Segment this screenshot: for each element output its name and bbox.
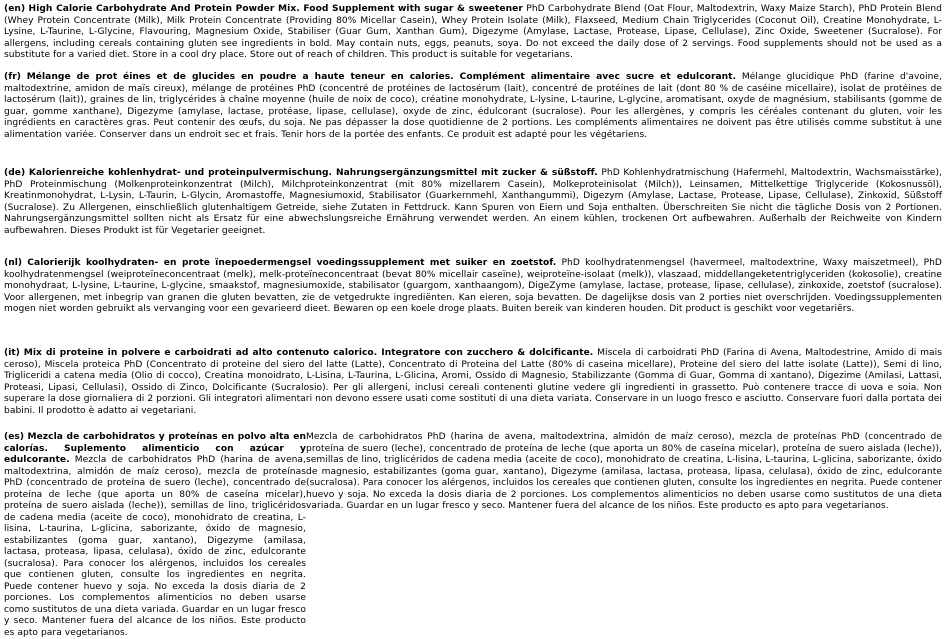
- language-block-fr: [4, 72, 942, 141]
- language-block-nl: [4, 258, 942, 316]
- language-block-es-overflow: [306, 432, 942, 513]
- body-it: Miscela di carboidrati PhD (Farina di Avena, Maltodestrine, Amido di mais ceroso), Miscela proteica PhD (Concentrato di proteine del siero del latte (Latte), Concentrato di Proteina del Latte (80% di caseina micellare), Proteine del siero del latte isolate (Latte)), Semi di lino, Trigliceridi a catena media (Olio di cocco), Creatina monoidrato, L-Lisina, L-Taurina, L-Glicina, Aromi, Ossido di Magnesio, Stabilizzante (Gomma di Guar, Gomma di xantano), Digezime (Amilasi, Lattasi, Proteasi, Lipasi, Cellulasi), Ossido di Zinco, Dolcificante (Sucralosio). Per gli allergeni, inclusi cereali contenenti glutine vedere gli ingredienti in grassetto. Può contenere tracce di uova e soia. Non superare la dose giornaliera di 2 porzioni. Gli integratori alimentari non devono essere usati come sostituti di una dieta variata. Conservare in un luogo fresco e asciutto. Conservare fuori dalla portata dei babini. Il prodotto è adatto ai vegetariani.: [4, 348, 942, 416]
- heading-it: Mix di proteine in polvere e carboidrati ad alto contenuto calorico. Integratore con zucchero & dolcificante.: [23, 348, 594, 358]
- body-fr: Mélange glucidique PhD (farine d'avoine, maltodextrine, amidon de maïs cireux), mélange de protéines PhD (concentré de protéines de lactosérum (lait), concentré de protéines de lait (dont 80 % de caséine micellaire), isolat de protéines de lactosérum (lait)), graines de lin, triglycérides à chaîne moyenne (huile de noix de coco), créatine monohydrate, L-lysine, L-taurine, L-glycine, aromatisant, oxyde de magnésium, stabilisants (gomme de guar, gomme xanthane), Digezyme (amylase, lactase, protéase, lipase, cellulase), oxyde de zinc, édulcorant (sucralose). Pour les allergènes, y compris les céréales contenant du gluten, voir les ingrédients en caractères gras. Peut contenir des œufs, du soja. Ne pas dépasser la dose quotidienne de 2 portions. Les compléments alimentaires ne doivent pas être utilisés comme substitut à une alimentation variée. Conserver dans un endroit sec et frais. Tenir hors de la portée des enfants. Ce produit est adapté pour les végétariens.: [4, 72, 942, 140]
- language-block-en: [4, 4, 942, 62]
- language-block-es: [4, 432, 306, 639]
- body-es: Mezcla de carbohidratos PhD (harina de avena, maltodextrina, almidón de maíz ceroso), mezcla de proteínas PhD (concentrado de proteína de suero (leche), concentrado de proteína de leche (que aporta un 80% de caseína micelar), proteína de suero aislada (leche)), semillas de lino, triglicéridos de cadena media (aceite de coco), monohidrato de creatina, L-lisina, L-taurina, L-glicina, saborizante, óxido de magnesio, estabilizantes (goma guar, xantano), Digezyme (amilasa, lactasa, proteasa, lipasa, celulasa), óxido de zinc, edulcorante (sucralosa). Para conocer los alérgenos, incluidos los cereales que contienen gluten, consulte los ingredientes en negrita. Puede contener huevo y soja. No exceda la dosis diaria de 2 porciones. Los complementos alimenticios no deben usarse como sustitutos de una dieta variada. Guardar en un lugar fresco y seco. Mantener fuera del alcance de los niños. Este producto es apto para vegetarianos.: [4, 455, 306, 638]
- body-es-overflow: Mezcla de carbohidratos PhD (harina de avena, maltodextrina, almidón de maíz ceroso), mezcla de proteínas PhD (concentrado de proteína de suero (leche), concentrado de proteína de leche (que aporta un 80% de caseína micelar), proteína de suero aislada (leche)), semillas de lino, triglicéridos de cadena media (aceite de coco), monohidrato de creatina, L-lisina, L-taurina, L-glicina, saborizante, óxido de magnesio, estabilizantes (goma guar, xantano), Digezyme (amilasa, lactasa, proteasa, lipasa, celulasa), óxido de zinc, edulcorante (sucralosa). Para conocer los alérgenos, incluidos los cereales que contienen gluten, consulte los ingredientes en negrita. Puede contener huevo y soja. No exceda la dosis diaria de 2 porciones. Los complementos alimenticios no deben usarse como sustitutos de una dieta variada. Guardar en un lugar fresco y seco. Mantener fuera del alcance de los niños. Este producto es apto para vegetarianos.: [306, 432, 942, 511]
- language-block-it: [4, 348, 942, 417]
- heading-nl: Calorierijk koolhydraten- en prote: [27, 258, 210, 268]
- heading-fr-tail: éines et de glucides en poudre a haute teneur en calories. Complément alimentaire avec sucre et edulcorant.: [122, 72, 737, 82]
- heading-fr: Mélange de prot: [26, 72, 118, 82]
- language-tag-it: (it): [4, 348, 20, 358]
- body-en: PhD Carbohydrate Blend (Oat Flour, Maltodextrin, Waxy Maize Starch), PhD Protein Blend (Whey Protein Concentrate (Milk), Milk Protein Concentrate (Providing 80% Micellar Casein), Whey Protein Isolate (Milk), Flaxseed, Medium Chain Triglycerides (Coconut Oil), Creatine Monohydrate, L-Lysine, L-Taurine, L-Glycine, Flavouring, Magnesium Oxide, Stabiliser (Guar Gum, Xanthan Gum), Digezyme (Amylase, Lactase, Protease, Lipase, Cellulase), Zinc Oxide, Sweetener (Sucralose). For allergens, including cereals containing gluten see ingredients in bold. May contain nuts, eggs, peanuts, soya. Do not exceed the daily dose of 2 servings. Food supplements should not be used as a substitute for a varied diet. Store in a cool dry place. Store out of reach of children. This product is suitable for vegetarians.: [4, 4, 942, 60]
- language-tag-fr: (fr): [4, 72, 21, 82]
- language-block-de: [4, 168, 942, 237]
- language-tag-nl: (nl): [4, 258, 23, 268]
- heading-de: Kalorienreiche kohlenhydrat- und proteinpulvermischung. Nahrungsergänzungsmittel mit zucker & süßstoff.: [28, 168, 598, 178]
- heading-nl-tail: ïnepoedermengsel voedingssupplement met suiker en zoetstof.: [215, 258, 557, 268]
- language-tag-de: (de): [4, 168, 26, 178]
- heading-es: Mezcla de carbohidratos y proteínas en polvo alta en calorías. Suplemento alimenticio con azúcar y edulcorante.: [4, 432, 306, 465]
- body-nl: PhD koolhydratenmengsel (havermeel, maltodextrine, Waxy maiszetmeel), PhD koolhydratenmengsel (weiproteïneconcentraat (melk), melk-proteïneconcentraat (bevat 80% micellair caseïne), weiproteïne-isolaat (melk)), vlaszaad, middellangeketentriglyceriden (kokosolie), creatine monohydraat, L-lysine, L-taurine, L-glycine, smaakstof, magnesiumoxide, stabilisator (guargom, xanthaangom), DigeZyme (amylase, lactase, protease, lipase, cellulase), zinkoxide, zoetstof (sucralose). Voor allergenen, met inbegrip van granen die gluten bevatten, zie de vetgedrukte ingrediënten. Kan eieren, soja bevatten. De dagelijkse dosis van 2 porties niet overschrijden. Voedingssupplementen mogen niet worden gebruikt als vervanging voor een gevarieerd dieet. Bewaren op een koele droge plaats. Buiten bereik van kinderen houden. Dit product is geschikt voor vegetariërs.: [4, 258, 942, 314]
- language-tag-en: (en): [4, 4, 26, 14]
- heading-en: High Calorie Carbohydrate And Protein Powder Mix. Food Supplement with sugar & sweetener: [28, 4, 523, 14]
- body-de: PhD Kohlenhydratmischung (Hafermehl, Maltodextrin, Wachsmaisstärke), PhD Proteinmischung (Molkenproteinkonzentrat (Milch), Milchproteinkonzentrat (mit 80% mizellarem Casein), Molkeproteinisolat (Milch)), Leinsamen, Mittelkettige Triglyceride (Kokosnussöl), Kreatinmonohydrat, L-Lysin, L-Taurin, L-Glycin, Aromastoffe, Magnesiumoxid, Stabilisator (Guarkernmehl, Xanthangummi), Digezym (Amylase, Lactase, Protease, Lipase, Cellulase), Zinkoxid, Süßstoff (Sucralose). Zu Allergenen, einschließlich glutenhaltigem Getreide, siehe Zutaten in Fettdruck. Kann Spuren von Eiern und Soja enthalten. Überschreiten Sie nicht die tägliche Dosis von 2 Portionen. Nahrungsergänzungsmittel sollten nicht als Ersatz für eine abwechslungsreiche Ernährung verwendet werden. An einem kühlen, trockenen Ort aufbewahren. Außerhalb der Reichweite von Kindern aufbewahren. Dieses Produkt ist für Vegetarier geeignet.: [4, 168, 942, 236]
- language-tag-es: (es): [4, 432, 25, 442]
